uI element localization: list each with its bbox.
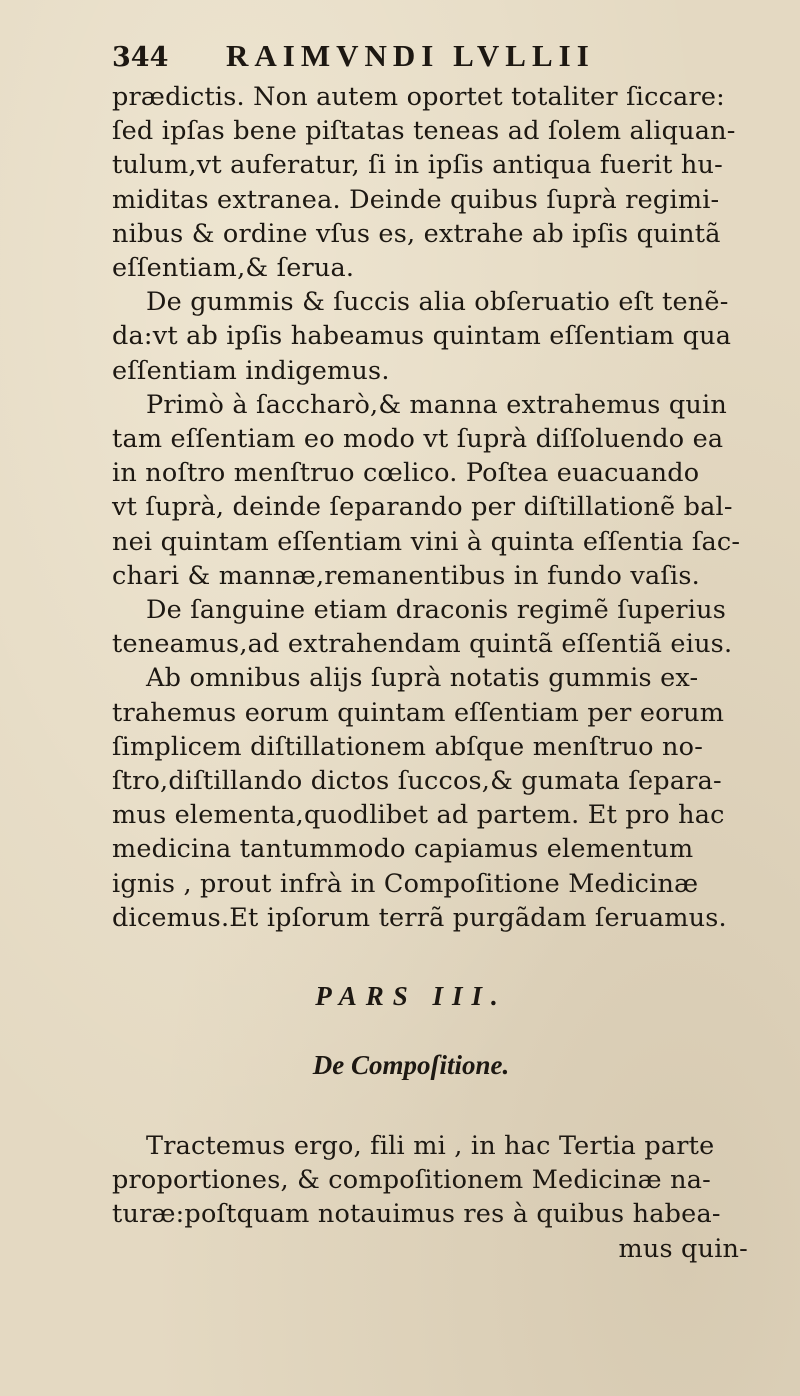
text-line: proportiones, & compoſitionem Medicinæ na-: [112, 1165, 711, 1196]
text-line: mus quin-: [618, 1233, 748, 1264]
text-line: turæ:poſtquam notauimus res à quibus habea-: [112, 1199, 721, 1230]
text-line: dicemus.Et ipſorum terrã purgãdam ſeruamus.: [112, 902, 727, 933]
text-line: in noſtro menſtruo cœlico. Poſtea euacuando: [112, 458, 700, 489]
text-line: Tractemus ergo, fili mi , in hac Tertia parte: [146, 1131, 715, 1162]
text-line: da:vt ab ipſis habeamus quintam eſſentiam qua: [112, 321, 732, 352]
text-line: Primò à ſaccharò,& manna extrahemus quin: [146, 389, 728, 420]
paragraph: [112, 593, 770, 661]
text-line: miditas extranea. Deinde quibus ſuprà regimi-: [112, 184, 720, 215]
text-line: tulum,vt auferatur, ſi in ipſis antiqua fuerit hu-: [112, 150, 723, 181]
running-head-title: RAIMVNDI LVLLII: [226, 38, 595, 73]
text-line: trahemus eorum quintam eſſentiam per eorum: [112, 697, 725, 728]
text-line: medicina tantummodo capiamus elementum: [112, 834, 694, 865]
page-number: 344: [112, 42, 169, 73]
section-heading: PARS III.: [315, 981, 507, 1012]
paragraph: [112, 80, 770, 285]
text-line: prædictis. Non autem oportet totaliter ſiccare:: [112, 82, 725, 112]
text-line: ſtro,diſtillando dictos ſuccos,& gumata ſepara-: [112, 766, 722, 797]
paragraph: [112, 285, 770, 388]
paragraph: [112, 661, 770, 935]
paragraph: [112, 388, 770, 593]
text-line: teneamus,ad extrahendam quintã eſſentiã eius.: [112, 629, 733, 660]
final-paragraph: [112, 1129, 770, 1266]
running-head: [112, 38, 770, 78]
text-line: eſſentiam indigemus.: [112, 355, 390, 386]
text-line: tam eſſentiam eo modo vt ſuprà diſſoluendo ea: [112, 424, 724, 455]
text-line: chari & mannæ,remanentibus in fundo vaſis.: [112, 560, 700, 591]
section-subtitle: De Compoſitione.: [312, 1050, 510, 1081]
text-line: ignis , prout infrà in Compoſitione Medicinæ: [112, 868, 699, 899]
text-line: vt ſuprà, deinde ſeparando per diſtillationẽ bal-: [112, 492, 733, 523]
text-line: eſſentiam,& ſerua.: [112, 253, 355, 284]
body-text: [112, 80, 770, 935]
text-line: De ſanguine etiam draconis regimẽ ſuperius: [146, 595, 726, 626]
text-line: ſimplicem diſtillationem abſque menſtruo no-: [112, 731, 704, 762]
text-line: De gummis & ſuccis alia obſeruatio eſt tenẽ-: [146, 287, 729, 318]
text-line: ſed ipſas bene piſtatas teneas ad ſolem aliquan-: [112, 116, 736, 147]
text-line: Ab omnibus alijs ſuprà notatis gummis ex-: [146, 663, 699, 694]
text-line: mus elementa,quodlibet ad partem. Et pro hac: [112, 800, 725, 831]
text-line: nei quintam eſſentiam vini à quinta eſſentia ſac-: [112, 526, 741, 557]
text-line: nibus & ordine vſus es, extrahe ab ipſis quintã: [112, 218, 721, 249]
